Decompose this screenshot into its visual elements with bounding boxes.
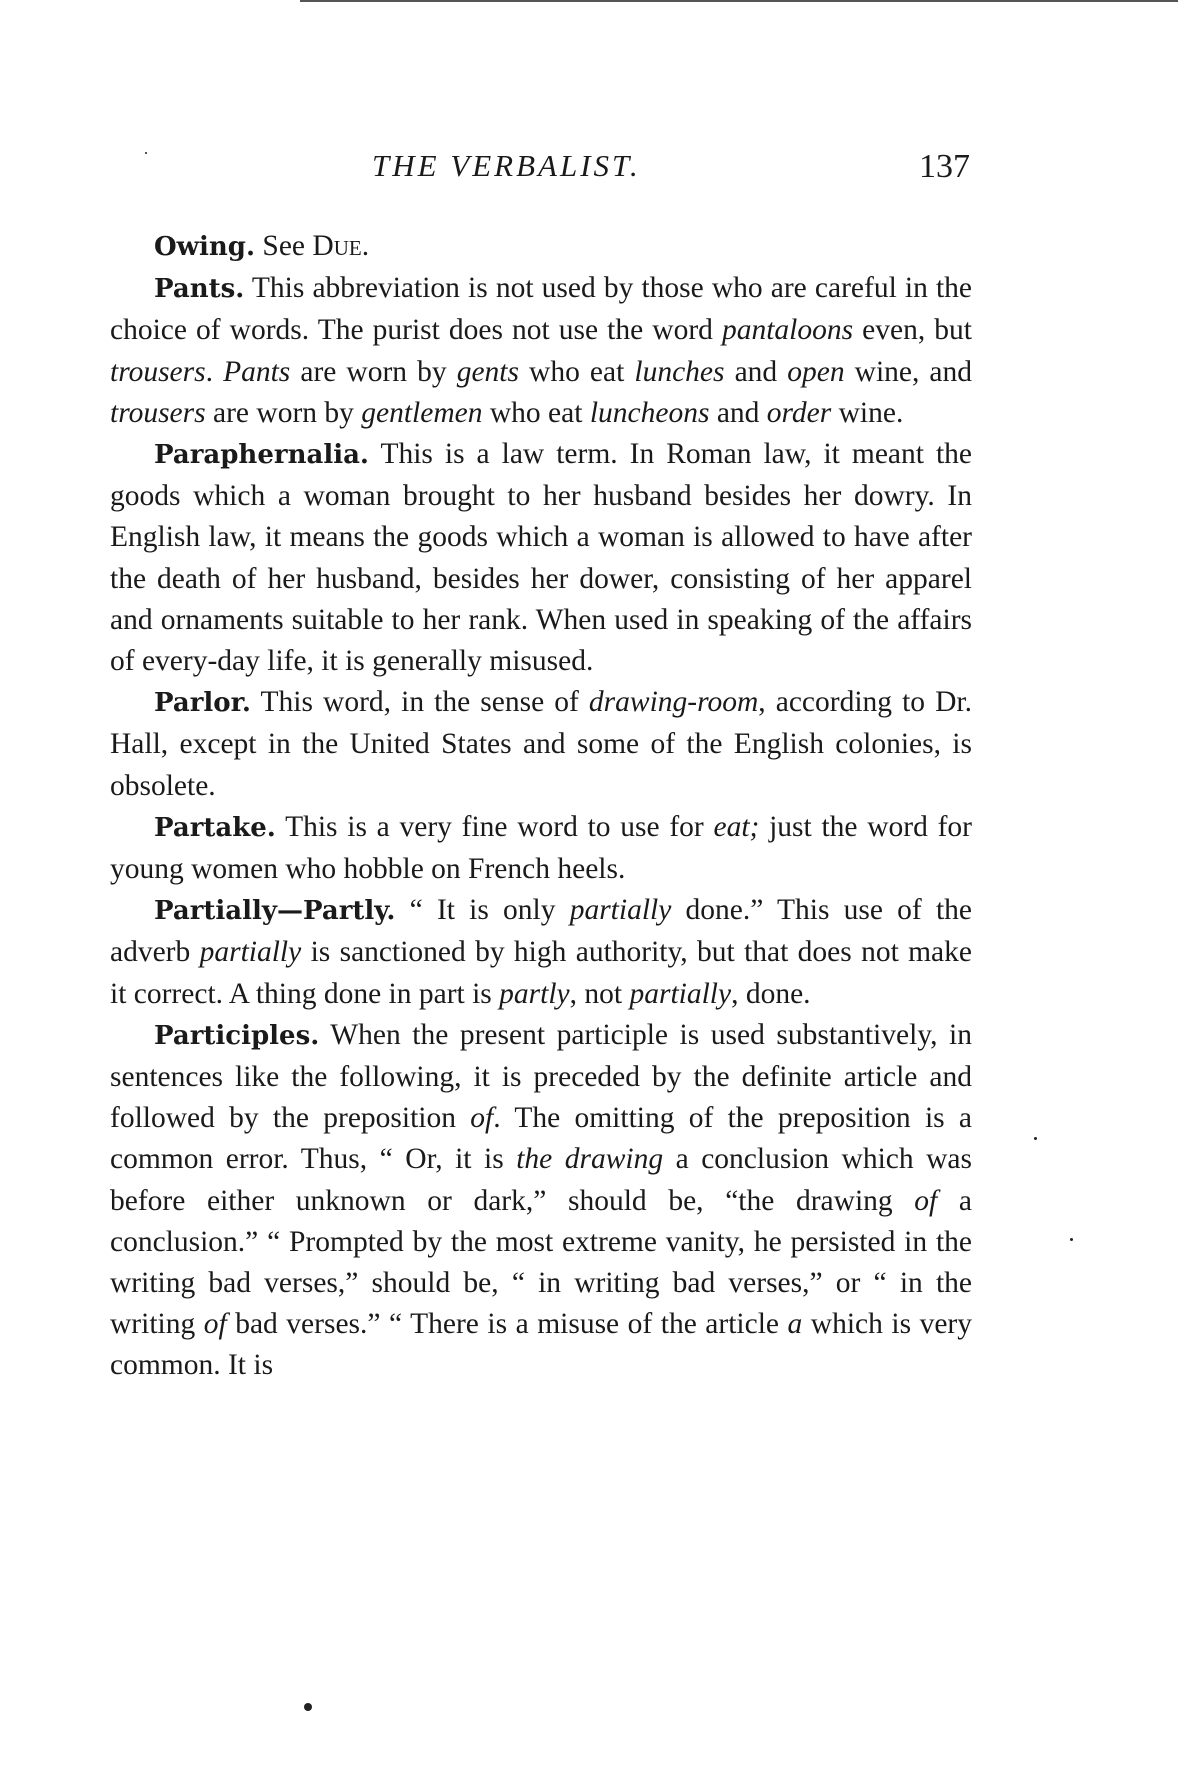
entry-text: This is a very fine word to use for [275,810,714,843]
entry-text: which is very common. It is [110,1308,972,1382]
italic-term: gents [456,355,519,388]
italic-term: of [470,1102,494,1135]
italic-term: the drawing [516,1143,664,1176]
entry-text: . The omitting of the preposition is a common error. Thus, “ Or, it is [110,1102,972,1176]
entry-headword: Paraphernalia. [154,440,369,471]
entry-text: wine, and [844,355,973,388]
entry-text: are worn by [205,396,362,429]
entry-headword: Pants. [154,274,245,305]
entry-text: , not [569,977,630,1010]
entry-text: who eat [482,396,590,429]
italic-term: lunches [634,355,725,388]
italic-term: partially [629,977,732,1010]
italic-term: order [766,396,832,429]
italic-term: partially [569,894,672,927]
entry-text: See [255,230,313,262]
italic-term: open [787,355,845,388]
ink-speck [1034,1137,1037,1140]
italic-term: partially [199,936,302,969]
entry [110,1015,972,1387]
entry [110,226,972,268]
ink-speck [304,1703,312,1711]
entry [110,268,972,434]
italic-term: Pants [223,355,291,388]
entry [110,434,972,682]
entry-headword: Owing. [154,232,256,262]
entry-text: , according to Dr. Hall, except in the United States and some of the English colonies, is obsolete. [110,686,973,802]
italic-term: of [914,1184,938,1217]
ink-speck [145,152,147,154]
italic-term: gentlemen [361,396,483,429]
italic-term: trousers [110,355,206,388]
entry-text: who eat [518,355,635,388]
italic-term: a [787,1308,803,1341]
entry-text: “ It is only [395,894,570,927]
entry-headword: Participles. [154,1020,320,1051]
entry-text: and [709,396,767,429]
entry-text: wine. [831,396,904,429]
entry-text: a conclusion.” “ Prompted by the most extreme vanity, he persisted in the writing bad verses,” should be, “ in writing bad verses,” or “ in the writing [110,1184,972,1341]
italic-term: of [203,1308,227,1341]
page-number: 137 [919,148,970,185]
entry-headword: Parlor. [154,688,251,719]
entry-text: . [361,230,370,262]
page-edge-rule [300,0,1178,2]
italic-term: pantaloons [721,314,854,347]
entry-headword: Partially—Partly. [154,896,396,927]
dictionary-entries [110,226,972,1387]
italic-term: luncheons [589,396,710,429]
entry-text: is sanctioned by high authority, but that does not make it correct. A thing done in part is [110,936,972,1010]
entry-text: This is a law term. In Roman law, it meant the goods which a woman brought to her husband besides her dowry. In English law, it means the goods which a woman is allowed to have after the death of her husband, besides her dower, consisting of her apparel and ornaments suitable to her rank. When used in speaking of the affairs of every-day life, it is generally misused. [110,438,972,678]
italic-term: eat; [713,810,760,843]
italic-term: partly [499,977,570,1010]
entry-text: are worn by [290,355,457,388]
entry-text: even, but [853,314,972,347]
ink-speck [1070,1238,1073,1241]
entry-text: This word, in the sense of [250,686,589,719]
entry [110,890,972,1015]
running-title: THE VERBALIST. [372,148,641,183]
entry-text: When the present participle is used substantively, in sentences like the following, it is preceded by the definite article and followed by the preposition [110,1018,972,1135]
entry-text: done.” This use of the adverb [110,894,972,969]
entry-text: This abbreviation is not used by those who are careful in the choice of words. The purist does not use the word [110,272,972,347]
entry [110,682,972,807]
entry-text: and [724,355,788,388]
page-header [110,148,970,198]
italic-term: drawing-room [588,686,759,719]
entry-text: . [205,355,224,388]
entry-text: , done. [731,977,811,1010]
entry-text: bad verses.” “ There is a misuse of the article [226,1308,788,1341]
italic-term: trousers [110,396,206,429]
entry-text: a conclusion which was before either unknown or dark,” should be, “the drawing [110,1143,972,1217]
entry [110,807,972,890]
entry-text: just the word for young women who hobble on French heels. [110,810,973,886]
entry-headword: Partake. [154,812,276,843]
cross-reference: Due [312,230,362,262]
